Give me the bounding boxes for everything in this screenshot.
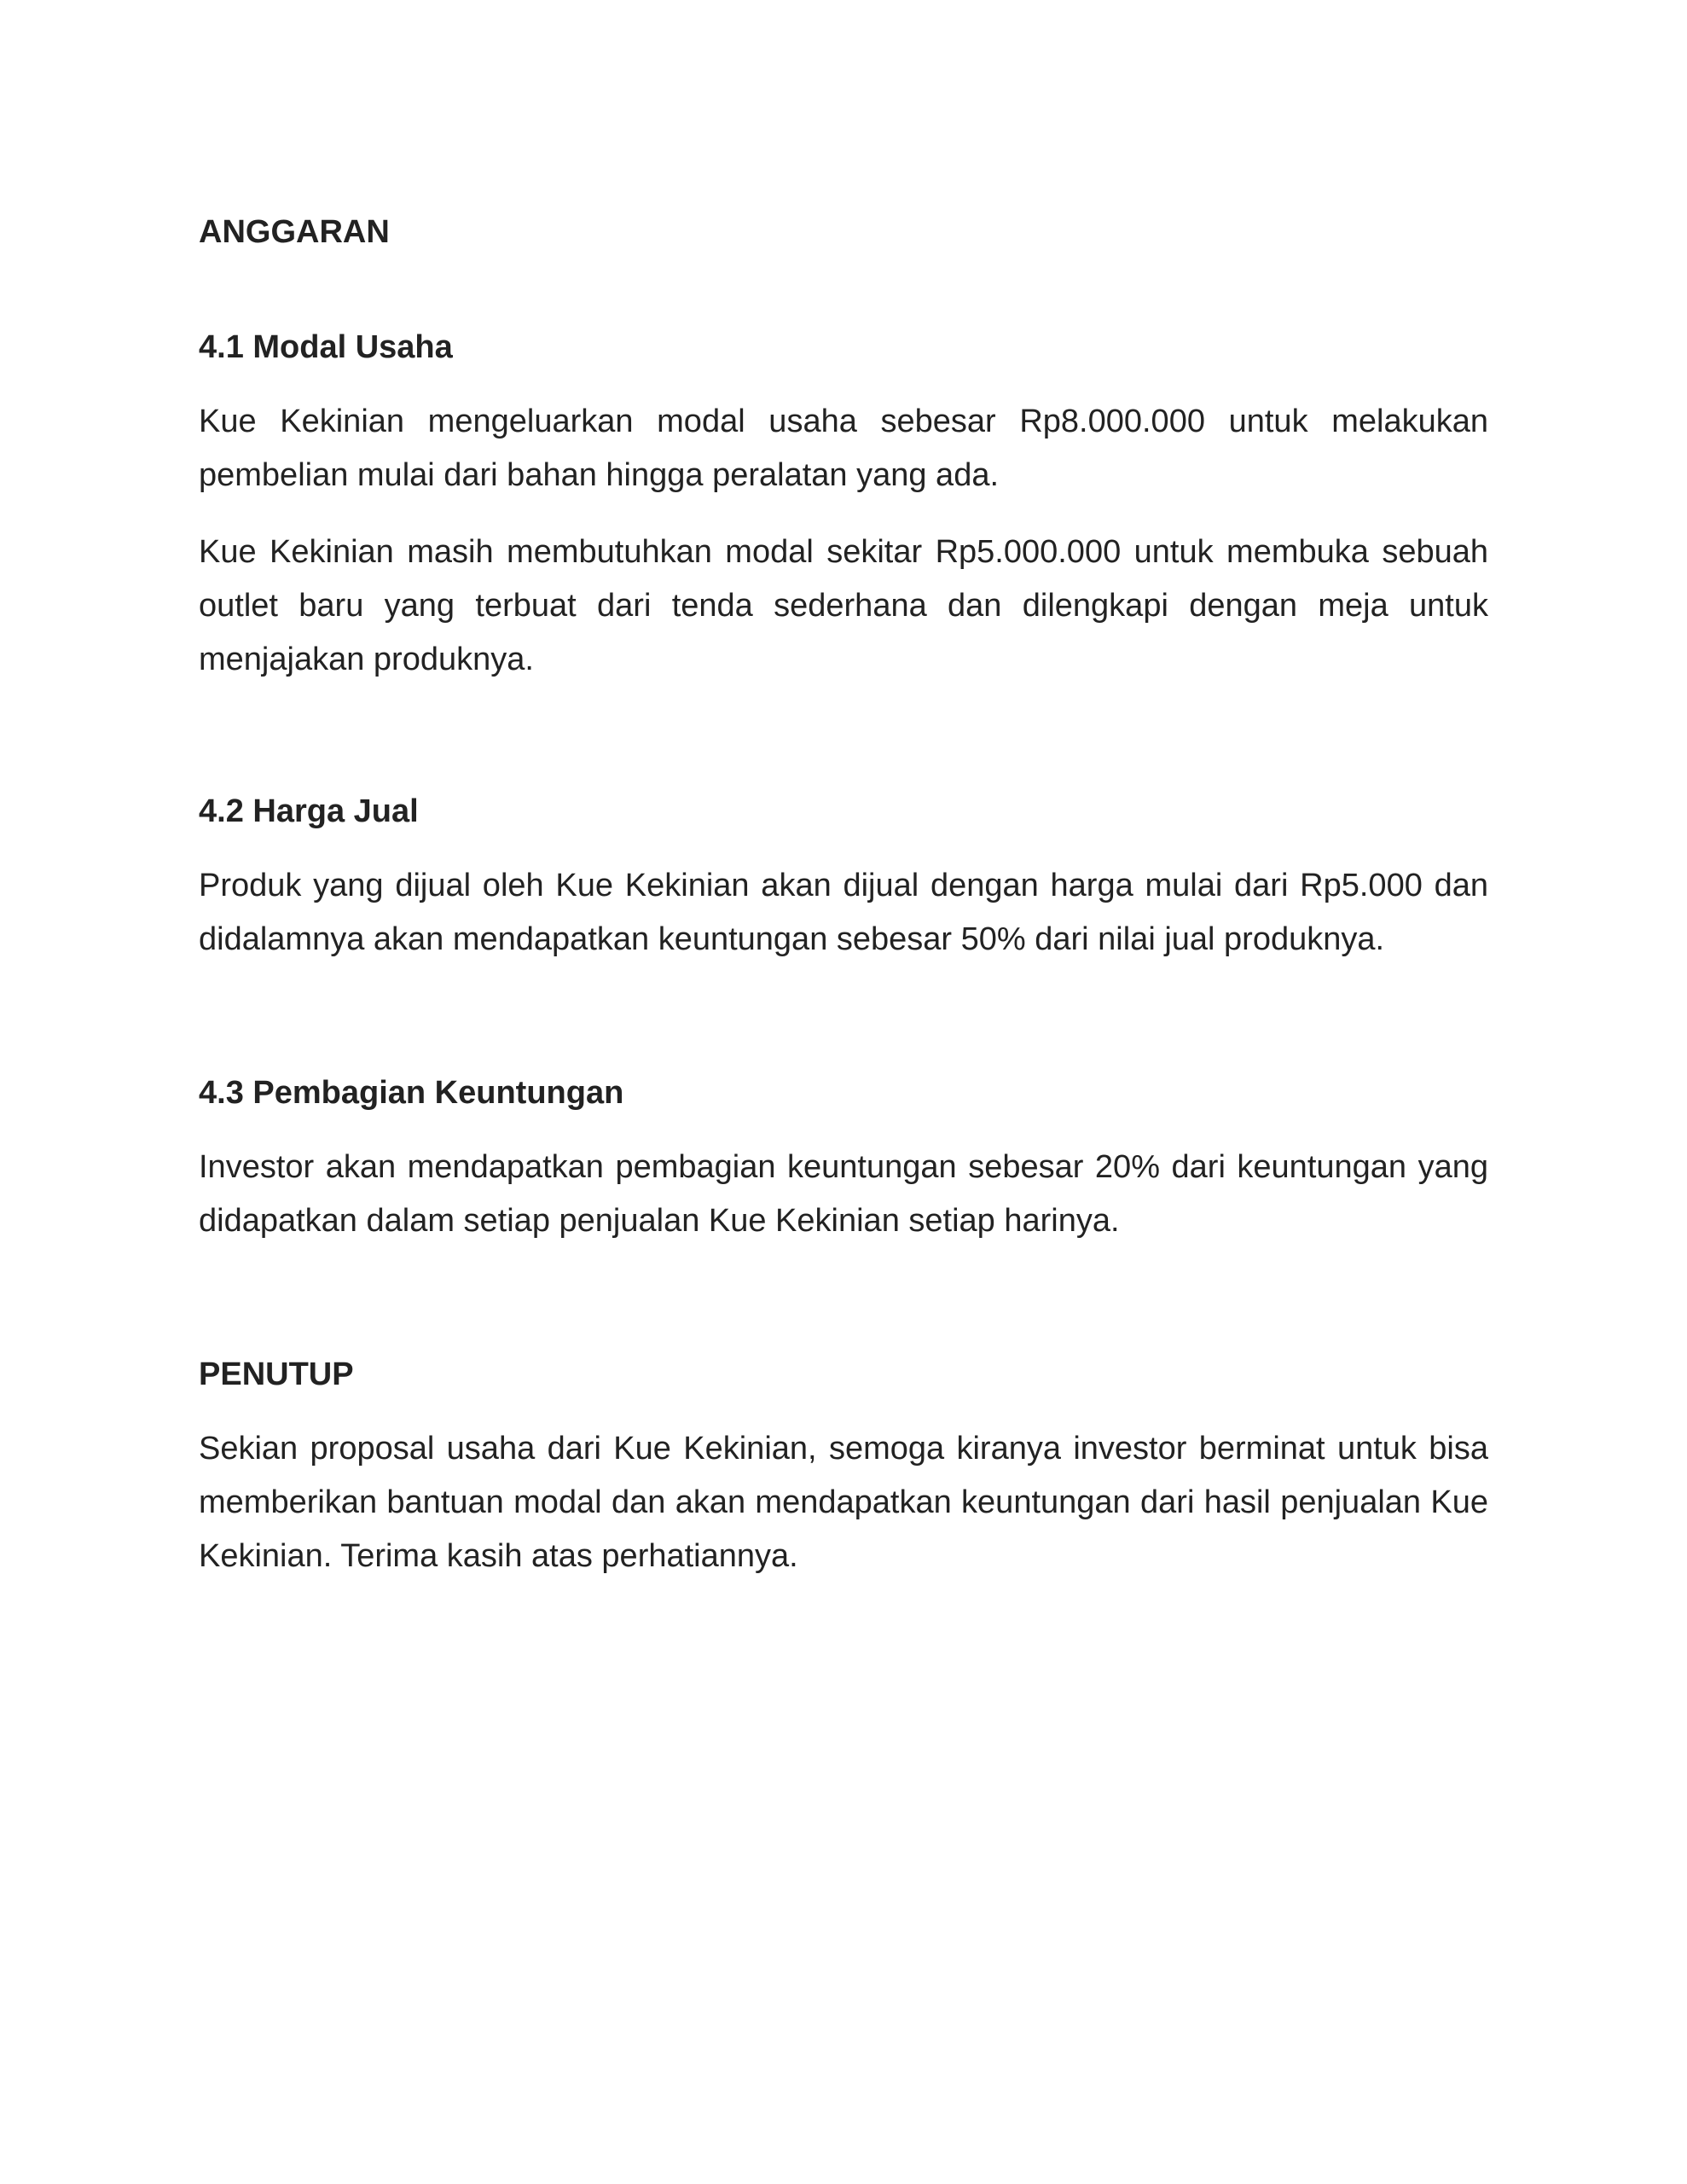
main-title: ANGGARAN: [199, 214, 390, 250]
paragraph-penutup: Sekian proposal usaha dari Kue Kekinian, semoga kiranya investor berminat untuk bisa memberikan bantuan modal dan akan mendapatkan keuntungan dari hasil penjualan Kue Kekinian. Terima kasih atas perhatiannya.: [199, 1431, 1488, 1574]
paragraph-modal-usaha-2: Kue Kekinian masih membutuhkan modal sekitar Rp5.000.000 untuk membuka sebuah outlet baru yang terbuat dari tenda sederhana dan dilengkapi dengan meja untuk menjajakan produknya.: [199, 534, 1488, 677]
closing-heading: PENUTUP: [199, 1356, 354, 1392]
paragraph-pembagian-keuntungan: Investor akan mendapatkan pembagian keuntungan sebesar 20% dari keuntungan yang didapatkan dalam setiap penjualan Kue Kekinian setiap harinya.: [199, 1149, 1488, 1239]
section-heading-harga-jual: 4.2 Harga Jual: [199, 793, 419, 829]
paragraph-modal-usaha-1: Kue Kekinian mengeluarkan modal usaha sebesar Rp8.000.000 untuk melakukan pembelian mulai dari bahan hingga peralatan yang ada.: [199, 404, 1488, 493]
section-heading-modal-usaha: 4.1 Modal Usaha: [199, 329, 453, 365]
paragraph-harga-jual: Produk yang dijual oleh Kue Kekinian akan dijual dengan harga mulai dari Rp5.000 dan didalamnya akan mendapatkan keuntungan sebesar 50% dari nilai jual produknya.: [199, 868, 1488, 957]
section-heading-pembagian-keuntungan: 4.3 Pembagian Keuntungan: [199, 1075, 624, 1111]
